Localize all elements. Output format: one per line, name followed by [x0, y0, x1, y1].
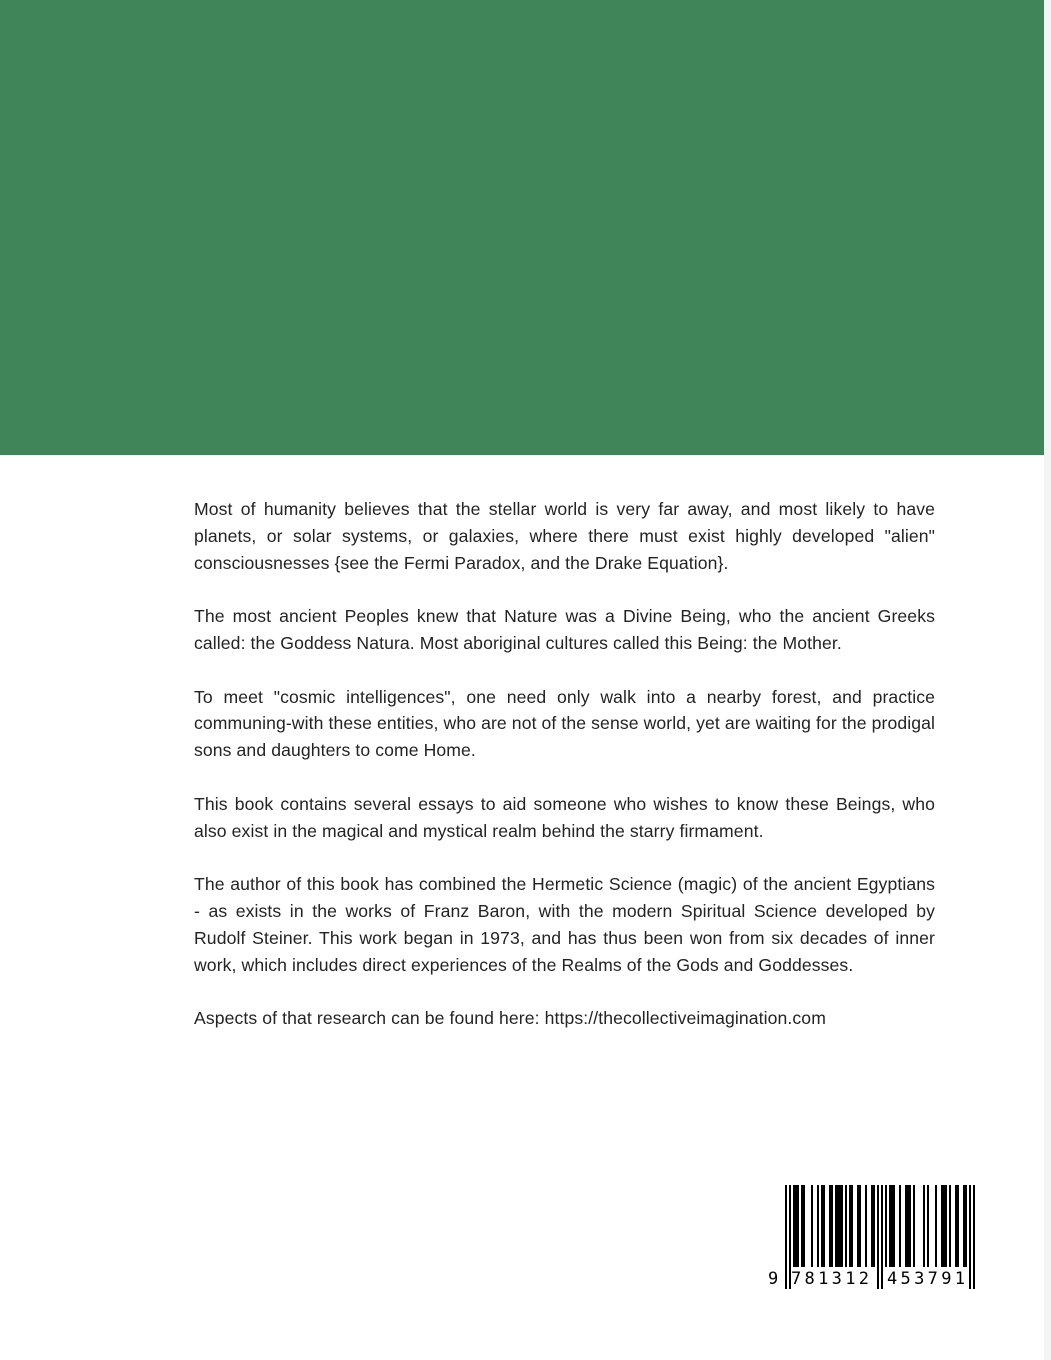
barcode-graphic [766, 1185, 981, 1289]
barcode-bar [893, 1185, 895, 1267]
barcode-bar [913, 1185, 915, 1267]
barcode-bar [957, 1185, 959, 1267]
barcode-bar [927, 1185, 929, 1267]
barcode-bar [829, 1185, 831, 1267]
barcode-bar [803, 1185, 805, 1267]
barcode-bar [941, 1185, 943, 1267]
blurb-paragraph-6: Aspects of that research can be found here: https://thecollectiveimagination.com [194, 1008, 826, 1029]
cover-color-band [0, 0, 1044, 455]
barcode-bar [963, 1185, 965, 1267]
barcode-digits-right: 453791 [887, 1269, 965, 1289]
barcode-bar [923, 1185, 925, 1267]
blurb-paragraph-4: This book contains several essays to aid someone who wishes to know these Beings, who also exist in the magical and mystical realm behind the starry firmament. [194, 793, 935, 841]
barcode-bar [969, 1185, 971, 1289]
barcode-bar [817, 1185, 819, 1267]
barcode-bar [793, 1185, 795, 1267]
barcode-bar [973, 1185, 975, 1289]
barcode-prefix-digit: 9 [768, 1269, 779, 1289]
barcode-bar [935, 1185, 937, 1267]
barcode-bar [871, 1185, 873, 1267]
barcode-bar [877, 1185, 879, 1289]
barcode-bar [909, 1185, 911, 1267]
barcode-bar [839, 1185, 841, 1267]
barcode-bar [891, 1185, 893, 1267]
barcode-bar [849, 1185, 851, 1267]
barcode-bar [835, 1185, 837, 1267]
barcode-bar [885, 1185, 887, 1267]
barcode-bar [811, 1185, 813, 1267]
barcode-bar [945, 1185, 947, 1267]
barcode-bar [873, 1185, 875, 1267]
barcode-digits-left: 781312 [791, 1269, 869, 1289]
barcode-bar [889, 1185, 891, 1267]
back-cover-blurb [194, 496, 935, 1059]
barcode-bar [865, 1185, 867, 1267]
blurb-paragraph-1: Most of humanity believes that the stellar world is very far away, and most likely to have planets, or solar systems, or galaxies, where there must exist highly developed "alien" consciousnesses {see the Fermi Paradox, and the Drake Equation}. [194, 499, 935, 573]
barcode-bar [801, 1185, 803, 1267]
barcode-bar [797, 1185, 799, 1267]
isbn-barcode [766, 1185, 981, 1289]
barcode-bar [955, 1185, 957, 1267]
barcode-bar [837, 1185, 839, 1267]
barcode-bar [841, 1185, 843, 1267]
blurb-paragraph-5: The author of this book has combined the Hermetic Science (magic) of the ancient Egyptians - as exists in the works of Franz Baron, with the modern Spiritual Science developed by Rudolf Steiner. This work began in 1973, and has thus been won from six decades of inner work, which includes direct experiences of the Realms of the Gods and Goddesses. [194, 874, 935, 975]
barcode-bar [881, 1185, 883, 1289]
barcode-bar [845, 1185, 847, 1267]
barcode-bar [899, 1185, 901, 1267]
barcode-bar [823, 1185, 825, 1267]
blurb-paragraph-3: To meet "cosmic intelligences", one need only walk into a nearby forest, and practice communing-with these entities, who are not of the sense world, yet are waiting for the prodigal sons and daughters to come Home. [194, 686, 936, 761]
barcode-bar [795, 1185, 797, 1267]
barcode-bar [859, 1185, 861, 1267]
barcode-bar [831, 1185, 833, 1267]
barcode-bar [821, 1185, 823, 1267]
blurb-paragraph-2: The most ancient Peoples knew that Nature was a Divine Being, who the ancient Greeks called: the Goddess Natura. Most aboriginal cultures called this Being: the Mother. [194, 606, 935, 653]
barcode-bar [905, 1185, 907, 1267]
barcode-bar [949, 1185, 951, 1267]
barcode-bar [785, 1185, 787, 1289]
barcode-bar [943, 1185, 945, 1267]
barcode-bar [965, 1185, 967, 1267]
barcode-bar [907, 1185, 909, 1267]
barcode-bar [857, 1185, 859, 1267]
barcode-bar [851, 1185, 853, 1267]
page-edge [1044, 0, 1051, 1360]
